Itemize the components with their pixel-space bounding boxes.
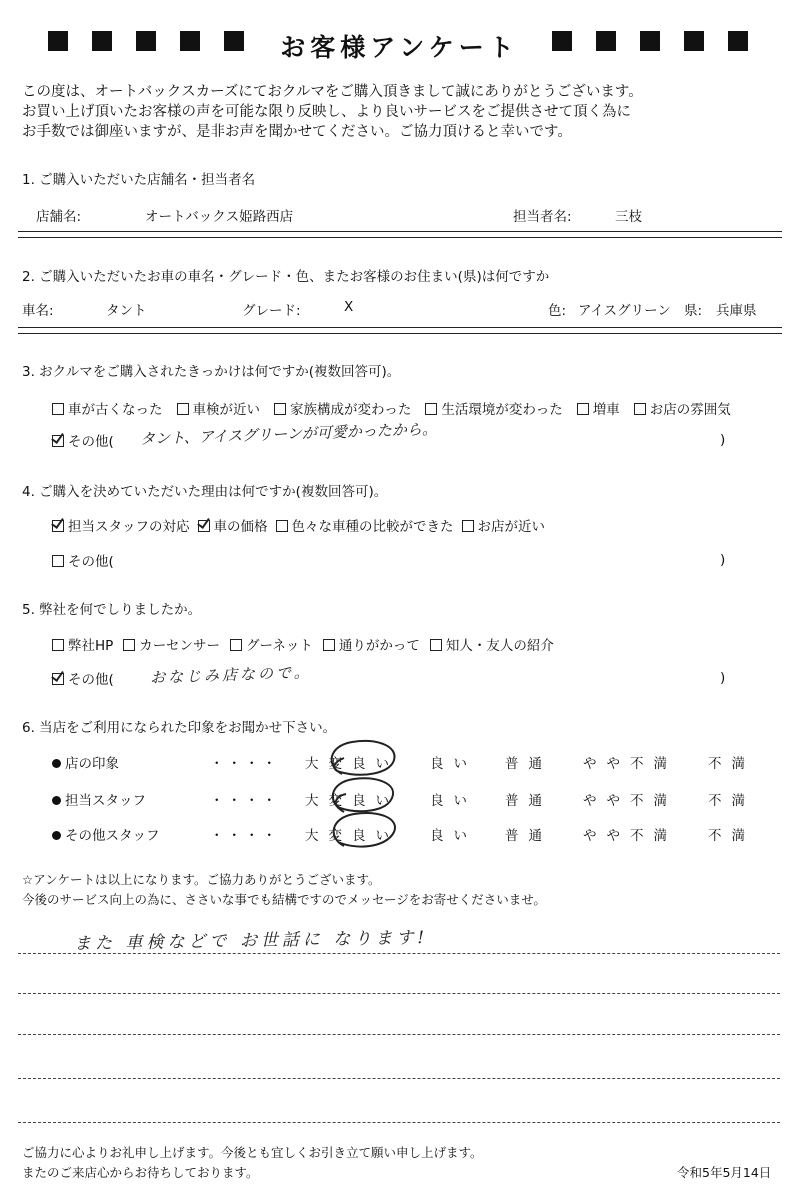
title-square-icon [728,31,748,51]
checked-checkbox-icon[interactable] [52,673,64,685]
grade-label: グレード: [242,303,301,319]
close-paren: ) [720,432,726,448]
staff-value: 三枝 [615,209,642,225]
bullet-icon [52,796,61,805]
q5-option[interactable]: 弊社HP [52,638,113,654]
intro-line-2: お買い上げ頂いたお客様の声を可能な限り反映し、より良いサービスをご提供させて頂く為に [22,104,631,120]
rating-option-selected[interactable]: 大変良い [305,793,399,809]
checkbox-icon[interactable] [430,639,442,651]
checkbox-icon[interactable] [323,639,335,651]
message-line [18,1122,780,1123]
divider [18,231,782,238]
checked-checkbox-icon[interactable] [52,435,64,447]
rating-option[interactable]: 普通 [505,828,552,844]
q5-other[interactable]: その他( [52,668,114,688]
rating-option-selected[interactable]: 大変良い [305,828,399,844]
checkbox-icon[interactable] [177,403,189,415]
q3-option[interactable]: 車検が近い [177,402,261,418]
checkbox-icon[interactable] [634,403,646,415]
q3-options [52,398,731,418]
rating-row-label: 担当スタッフ [52,789,146,809]
q3-question: 3. おクルマをご購入されたきっかけは何ですか(複数回答可)。 [22,364,401,380]
checked-checkbox-icon[interactable] [198,520,210,532]
rating-option[interactable]: 良い [430,793,477,809]
car-value: タント [106,303,147,319]
q3-option[interactable]: 増車 [577,402,620,418]
message-line [18,1078,780,1079]
bullet-icon [52,831,61,840]
q5-option[interactable]: 通りがかって [323,638,420,654]
color-label: 色: [548,303,567,319]
q5-option[interactable]: グーネット [230,638,313,654]
rating-option[interactable]: 不満 [708,793,755,809]
message-handwriting: また 車検などで お世話に なります! [73,927,429,955]
q3-option[interactable]: 家族構成が変わった [274,402,411,418]
q4-option[interactable]: 車の価格 [198,519,268,535]
rating-row-label: 店の印象 [52,752,119,772]
checkbox-icon[interactable] [230,639,242,651]
q4-option[interactable]: 担当スタッフの対応 [52,519,190,535]
rating-option[interactable]: 良い [430,756,477,772]
rating-option[interactable]: やや不満 [583,756,677,772]
q5-option[interactable]: カーセンサー [123,638,220,654]
q3-other-handwriting: タント、アイスグリーンが可愛かったから。 [139,419,438,449]
store-value: オートバックス姫路西店 [145,209,294,225]
q1-question: 1. ご購入いただいた店舗名・担当者名 [22,172,256,188]
message-line [18,953,780,954]
checkbox-icon[interactable] [577,403,589,415]
q5-options [52,634,554,654]
q3-option[interactable]: 車が古くなった [52,402,163,418]
title-square-icon [640,31,660,51]
close-paren: ) [720,552,726,568]
rating-option[interactable]: 良い [430,828,477,844]
pref-label: 県: [684,303,703,319]
page-title: お客様アンケート [280,33,519,62]
q4-question: 4. ご購入を決めていただいた理由は何ですか(複数回答可)。 [22,484,388,500]
checkbox-icon[interactable] [425,403,437,415]
closing-line-1: ☆アンケートは以上になります。ご協力ありがとうございます。 [22,872,381,887]
message-line [18,1034,780,1035]
checkbox-icon[interactable] [123,639,135,651]
checkbox-icon[interactable] [52,639,64,651]
checkbox-icon[interactable] [274,403,286,415]
q5-option[interactable]: 知人・友人の紹介 [430,638,554,654]
rating-option[interactable]: やや不満 [583,793,677,809]
q5-other-handwriting: おなじみ店なので。 [149,663,312,687]
q2-question: 2. ご購入いただいたお車の車名・グレード・色、またお客様のお住まい(県)は何ですか [22,269,550,285]
color-value: アイスグリーン [578,303,671,319]
staff-label: 担当者名: [513,209,572,225]
checked-checkbox-icon[interactable] [52,520,64,532]
title-square-icon [552,31,572,51]
leader-dots: ・・・・ [210,828,280,844]
date: 令和5年5月14日 [677,1165,772,1180]
divider [18,327,782,334]
q5-question: 5. 弊社を何でしりましたか。 [22,602,202,618]
car-label: 車名: [22,303,54,319]
checkbox-icon[interactable] [52,403,64,415]
checkbox-icon[interactable] [462,520,474,532]
q4-option[interactable]: 色々な車種の比較ができた [276,519,454,535]
q3-option[interactable]: 生活環境が変わった [425,402,562,418]
leader-dots: ・・・・ [210,793,280,809]
rating-option[interactable]: 普通 [505,793,552,809]
close-paren: ) [720,670,726,686]
rating-option[interactable]: 不満 [708,828,755,844]
intro-line-3: お手数では御座いますが、是非お声を聞かせてください。ご協力頂けると幸いです。 [22,124,572,140]
q3-other[interactable]: その他( [52,430,114,450]
checkbox-icon[interactable] [52,555,64,567]
leader-dots: ・・・・ [210,756,280,772]
checkbox-icon[interactable] [276,520,288,532]
selection-circle-icon [322,806,402,856]
rating-row-label: その他スタッフ [52,824,160,844]
rating-option[interactable]: やや不満 [583,828,677,844]
q6-question: 6. 当店をご利用になられた印象をお聞かせ下さい。 [22,720,337,736]
pref-value: 兵庫県 [716,303,757,319]
rating-option[interactable]: 不満 [708,756,755,772]
title-square-icon [596,31,616,51]
footer-line-2: またのご来店心からお待ちしております。 [22,1165,259,1180]
q3-option[interactable]: お店の雰囲気 [634,402,731,418]
rating-option-selected[interactable]: 大変良い [305,756,399,772]
rating-option[interactable]: 普通 [505,756,552,772]
bullet-icon [52,759,61,768]
q4-other[interactable]: その他( [52,550,114,570]
closing-line-2: 今後のサービス向上の為に、ささいな事でも結構ですのでメッセージをお寄せくださいませ。 [22,892,546,907]
footer-line-1: ご協力に心よりお礼申し上げます。今後とも宜しくお引き立て願い申し上げます。 [22,1145,483,1160]
q4-option[interactable]: お店が近い [462,519,546,535]
title-row [0,22,799,62]
q4-options [52,515,545,535]
title-square-icon [684,31,704,51]
store-label: 店舗名: [36,209,82,225]
message-line [18,993,780,994]
grade-value: X [344,299,354,315]
intro-line-1: この度は、オートバックスカーズにておクルマをご購入頂きまして誠にありがとうございます。 [22,84,643,100]
